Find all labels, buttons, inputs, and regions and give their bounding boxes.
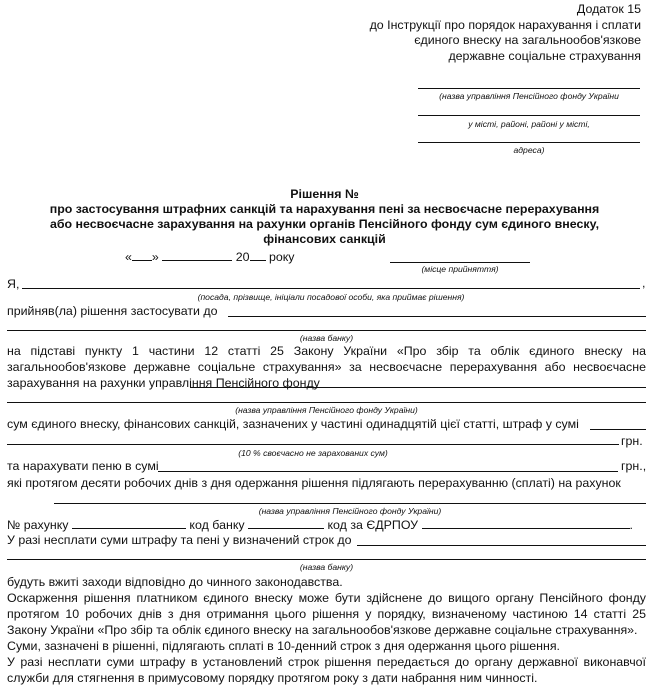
bank-caption-1: (назва банку) bbox=[299, 333, 354, 343]
fund-caption-3: (назва управління Пенсійного фонду України) bbox=[258, 506, 442, 516]
fine-line-1[interactable] bbox=[590, 429, 646, 430]
decision-subject-line1: про застосування штрафних санкцій та нарахування пені за несвоєчасне перерахування bbox=[49, 202, 600, 216]
instruction-ref-line1: до Інструкції про порядок нарахування і сплати bbox=[369, 17, 641, 32]
fund-line-2[interactable] bbox=[7, 402, 646, 403]
fund-name-caption: (назва управління Пенсійного фонду України bbox=[439, 91, 619, 101]
uah-label-2: грн., bbox=[621, 459, 647, 473]
account-row: № рахунку код банку код за ЄДРПОУ . bbox=[7, 518, 633, 532]
basis-paragraph: на підставі пункту 1 частини 12 статті 25 Закону України «Про збір та облік єдиного внеску на загальнообов'язкове державне соціальне страхування» за несвоєчасне перерахування або несвоєчасне зарахування на рахунки управління Пенсійного фонду bbox=[7, 344, 646, 390]
place-caption: (місце прийняття) bbox=[421, 264, 499, 274]
official-caption: (посада, прізвище, ініціали посадової особи, яка приймає рішення) bbox=[197, 292, 465, 302]
uah-label-1: грн. bbox=[621, 434, 643, 448]
payer-line-2[interactable] bbox=[7, 330, 646, 331]
decision-subject-line3: фінансових санкцій bbox=[263, 232, 386, 246]
appendix-number: Додаток 15 bbox=[576, 2, 641, 16]
instruction-ref-line3: державне соціальне страхування bbox=[448, 48, 641, 63]
day-field[interactable] bbox=[132, 249, 152, 261]
account-field[interactable] bbox=[72, 517, 186, 529]
penalty-line[interactable] bbox=[158, 471, 618, 472]
decision-title bbox=[0, 187, 649, 247]
city-caption: у місті, районі, районі у місті, bbox=[468, 119, 590, 129]
month-field[interactable] bbox=[162, 249, 232, 261]
measures-text: будуть вжиті заходи відповідно до чинного законодавства. bbox=[7, 575, 343, 589]
closing-text bbox=[7, 574, 646, 686]
payer-line[interactable] bbox=[228, 316, 646, 317]
decided-text: прийняв(ла) рішення застосувати до bbox=[7, 304, 218, 318]
transfer-paragraph: які протягом десяти робочих днів з дня одержання рішення підлягають перерахуванню (сплаті) на рахунок bbox=[7, 476, 621, 490]
edrpou-field[interactable] bbox=[422, 517, 630, 529]
place-line bbox=[390, 262, 530, 263]
sums-due-text: Суми, зазначені в рішенні, підлягають сплаті в 10-денний строк з дня одержання цього рішення. bbox=[7, 639, 560, 653]
fine-line-2[interactable] bbox=[7, 444, 619, 445]
sums-text: сум єдиного внеску, фінансових санкцій, зазначених у частині одинадцятій цієї статті, штраф у сумі bbox=[7, 417, 579, 431]
year-field[interactable] bbox=[250, 249, 266, 261]
appeal-text: Оскарження рішення платником єдиного внеску може бути здійснене до вищого органу Пенсійного фонду протягом 10 робочих днів з дня отримання цього рішення у порядку, визначеному частиною 14 статті 25 Закону України «Про збір та облік єдиного внеску на загальнообов'язкове державне соціальне страхування». bbox=[7, 591, 646, 637]
penalty-text: та нарахувати пеню в сумі bbox=[7, 459, 159, 473]
i-label: Я, bbox=[7, 277, 20, 291]
address-line bbox=[418, 142, 640, 143]
bank-line-1[interactable] bbox=[357, 545, 646, 546]
fund-name-line bbox=[418, 88, 640, 89]
nonpay-text: У разі несплати суми штрафу та пені у визначений строк до bbox=[7, 533, 352, 547]
bank-code-field[interactable] bbox=[248, 517, 324, 529]
fund-caption-2: (назва управління Пенсійного фонду України) bbox=[235, 405, 418, 415]
percent-caption: (10 % своєчасно не зарахованих сум) bbox=[238, 448, 388, 458]
address-caption: адреса) bbox=[513, 145, 545, 155]
city-line bbox=[418, 115, 640, 116]
fund-line-3[interactable] bbox=[54, 503, 646, 504]
official-line[interactable] bbox=[22, 288, 640, 289]
instruction-ref-line2: єдиного внеску на загальнообов'язкове bbox=[414, 33, 641, 47]
decision-number: Рішення № bbox=[290, 187, 359, 201]
fund-line-1[interactable] bbox=[190, 387, 646, 388]
enforcement-text: У разі несплати суми штрафу в установлений строк рішення передається до органу державної виконавчої служби для стягнення в примусовому порядку протягом року з дати набрання ним чинності. bbox=[7, 655, 646, 685]
bank-caption-2: (назва банку) bbox=[299, 562, 354, 572]
decision-subject-line2: або несвоєчасне зарахування на рахунки органів Пенсійного фонду сум єдиного внеску, bbox=[49, 217, 600, 231]
document-header bbox=[370, 2, 641, 64]
bank-line-2[interactable] bbox=[7, 559, 646, 560]
date-row: « » 20 року bbox=[125, 250, 295, 264]
